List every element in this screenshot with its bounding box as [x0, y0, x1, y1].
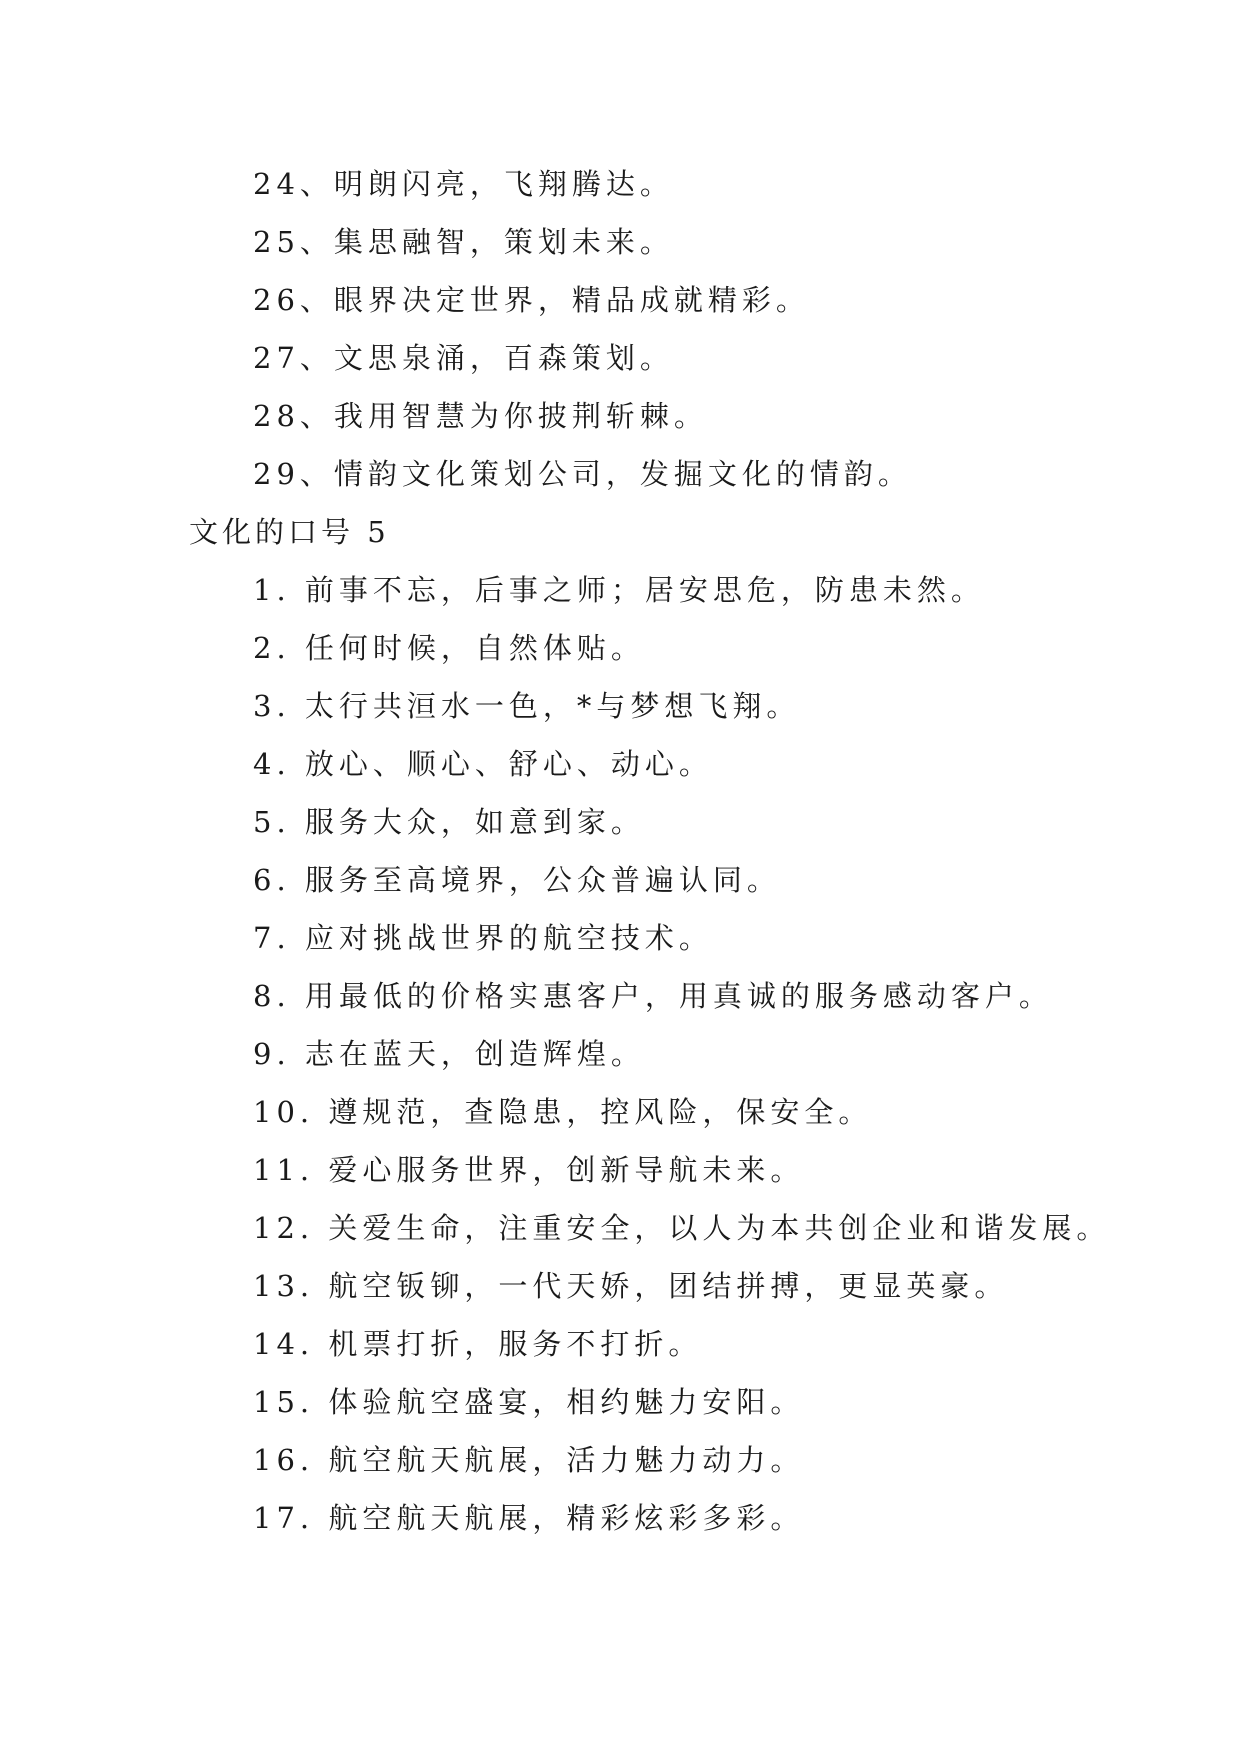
- list-item: 1. 前事不忘，后事之师；居安思危，防患未然。: [253, 573, 985, 607]
- list-item: 3. 太行共洹水一色，*与梦想飞翔。: [253, 689, 801, 723]
- list-item: 9. 志在蓝天，创造辉煌。: [253, 1037, 645, 1071]
- list-item: 12. 关爱生命，注重安全，以人为本共创企业和谐发展。: [253, 1211, 1111, 1245]
- list-item: 11. 爱心服务世界，创新导航未来。: [253, 1153, 805, 1187]
- section-heading: 文化的口号 5: [189, 515, 390, 549]
- list-item: 14. 机票打折，服务不打折。: [253, 1327, 703, 1361]
- list-item: 25、集思融智，策划未来。: [253, 225, 674, 259]
- list-item: 10. 遵规范，查隐患，控风险，保安全。: [253, 1095, 873, 1129]
- list-item: 7. 应对挑战世界的航空技术。: [253, 921, 713, 955]
- list-item: 2. 任何时候，自然体贴。: [253, 631, 645, 665]
- list-item: 16. 航空航天航展，活力魅力动力。: [253, 1443, 805, 1477]
- list-item: 4. 放心、顺心、舒心、动心。: [253, 747, 713, 781]
- list-item: 15. 体验航空盛宴，相约魅力安阳。: [253, 1385, 805, 1419]
- list-item: 8. 用最低的价格实惠客户，用真诚的服务感动客户。: [253, 979, 1053, 1013]
- list-item: 27、文思泉涌，百森策划。: [253, 341, 674, 375]
- list-item: 24、明朗闪亮，飞翔腾达。: [253, 167, 674, 201]
- list-item: 29、情韵文化策划公司，发掘文化的情韵。: [253, 457, 912, 491]
- list-item: 17. 航空航天航展，精彩炫彩多彩。: [253, 1501, 805, 1535]
- list-item: 6. 服务至高境界，公众普遍认同。: [253, 863, 781, 897]
- list-item: 28、我用智慧为你披荆斩棘。: [253, 399, 708, 433]
- list-item: 13. 航空钣铆，一代天娇，团结拼搏，更显英豪。: [253, 1269, 1009, 1303]
- list-item: 5. 服务大众，如意到家。: [253, 805, 645, 839]
- list-item: 26、眼界决定世界，精品成就精彩。: [253, 283, 810, 317]
